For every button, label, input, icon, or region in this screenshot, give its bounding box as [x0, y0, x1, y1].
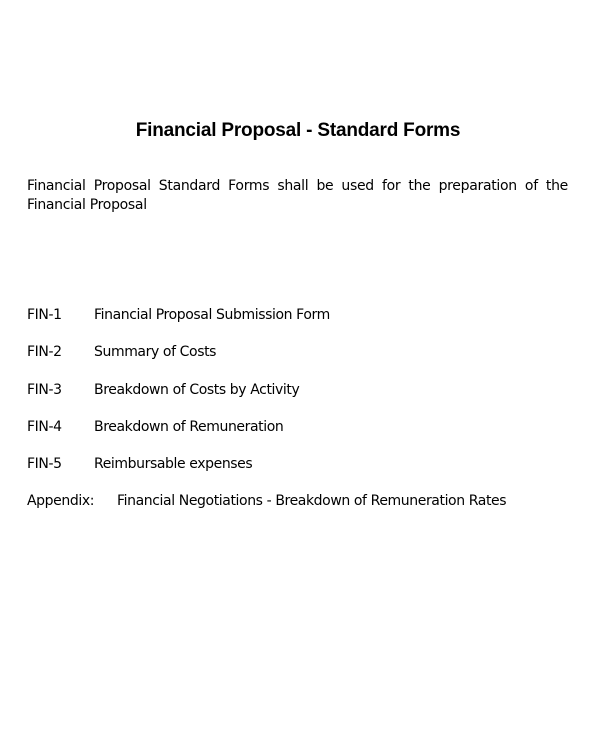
form-code: FIN-1	[27, 307, 62, 323]
form-title: Summary of Costs	[94, 344, 217, 361]
list-item-fin-5	[27, 456, 587, 493]
form-code: FIN-3	[27, 381, 62, 398]
form-code: FIN-4	[27, 418, 62, 435]
list-item-appendix	[27, 493, 587, 530]
list-item-fin-1	[27, 307, 587, 344]
intro-paragraph: Financial Proposal Standard Forms shall be used for the preparation of the Financial Proposal	[27, 178, 568, 213]
form-title: Reimbursable expenses	[94, 456, 253, 473]
form-code: FIN-2	[27, 344, 62, 361]
form-code: FIN-5	[27, 456, 62, 473]
form-title: Breakdown of Costs by Activity	[94, 381, 300, 398]
forms-list	[27, 307, 587, 531]
list-item-fin-2	[27, 344, 587, 381]
form-title: Breakdown of Remuneration	[94, 418, 284, 435]
form-title: Financial Proposal Submission Form	[94, 307, 330, 323]
list-item-fin-4	[27, 419, 587, 456]
appendix-code: Appendix:	[27, 493, 95, 510]
page-title: Financial Proposal - Standard Forms	[135, 120, 461, 141]
appendix-title: Financial Negotiations - Breakdown of Remuneration Rates	[117, 493, 507, 510]
list-item-fin-3	[27, 382, 587, 419]
